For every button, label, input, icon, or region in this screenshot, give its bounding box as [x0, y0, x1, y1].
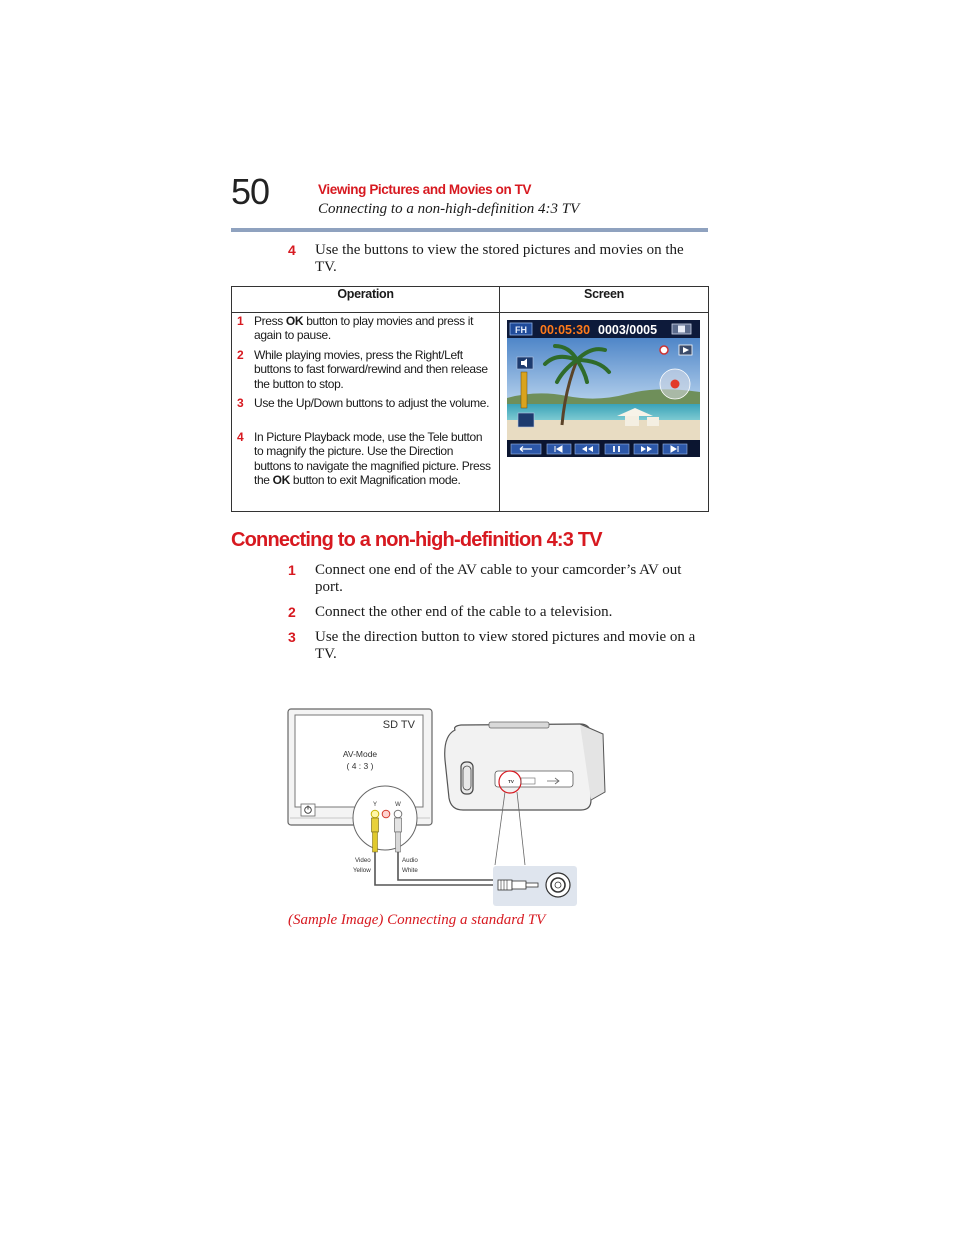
av-plug-inset [493, 866, 577, 906]
zoom-icon [518, 413, 534, 427]
white-label: White [402, 867, 418, 874]
step-text: Connect one end of the AV cable to your camcorder’s AV out port. [315, 562, 682, 595]
step-text: Use the direction button to view stored pictures and movie on a TV. [315, 629, 696, 662]
battery-level-icon [678, 326, 685, 333]
playback-time: 00:05:30 [540, 323, 591, 337]
table-divider [232, 312, 708, 313]
video-label: Video [355, 857, 371, 864]
row-text [254, 430, 492, 488]
table-row [237, 314, 495, 344]
row-text-part: Press [254, 314, 286, 328]
yellow-label: Yellow [353, 867, 371, 874]
step-number: 3 [288, 629, 296, 645]
row-number: 3 [237, 396, 244, 410]
av-input-jacks [353, 786, 417, 852]
step-text: Connect the other end of the cable to a television. [315, 604, 613, 620]
tv-port-label: TV [508, 779, 514, 784]
row-text: While playing movies, press the Right/Left buttons to fast forward/rewind and then release the button to stop. [254, 348, 488, 391]
av-mode-label: AV-Mode [342, 749, 378, 759]
list-item [288, 629, 710, 665]
table-divider [499, 287, 500, 511]
audio-label: Audio [402, 857, 418, 864]
volume-bar [521, 372, 527, 408]
ok-key-label: OK [272, 473, 290, 488]
row-text-part: In Picture Playback mode, use the Tele button to magnify the picture. Use the Direction buttons to navigate the magnified picture. Press the [254, 430, 491, 488]
camcorder-illustration [445, 722, 605, 810]
intro-step [288, 242, 710, 278]
list-item [288, 604, 710, 622]
step-number: 2 [288, 604, 296, 620]
aspect-ratio-label: ( 4 : 3 ) [346, 761, 374, 771]
figure-caption: (Sample Image) Connecting a standard TV [288, 912, 546, 928]
jack-label-w: W [395, 802, 401, 808]
column-header-operation: Operation [337, 287, 394, 301]
section-heading: Connecting to a non-high-definition 4:3 TV [231, 529, 602, 551]
row-number: 2 [237, 348, 244, 362]
playback-screen-image [507, 320, 700, 457]
header-rule [231, 228, 708, 232]
operations-table [231, 286, 709, 512]
table-row [237, 348, 495, 392]
row-text-part: button to play movies and press it again to pause. [254, 314, 474, 343]
connection-diagram [285, 700, 625, 910]
list-item [288, 562, 710, 598]
step-number: 1 [288, 562, 296, 578]
page-number: 50 [231, 171, 270, 212]
pause-icon [605, 444, 629, 454]
chapter-title: Viewing Pictures and Movies on TV [318, 182, 532, 197]
jack-label-y: Y [372, 802, 378, 808]
column-header-screen: Screen [584, 287, 624, 301]
file-counter: 0003/0005 [598, 323, 658, 337]
table-row [237, 430, 495, 504]
record-mode-icon [660, 346, 668, 354]
row-number: 1 [237, 314, 244, 328]
table-row [237, 396, 495, 426]
record-icon [671, 380, 680, 389]
row-text [254, 314, 492, 343]
row-text: Use the Up/Down buttons to adjust the volume. [254, 396, 490, 410]
step-number: 4 [288, 242, 296, 258]
ok-key-label: OK [285, 314, 304, 328]
mode-badge-label: FH [515, 325, 527, 335]
section-subtitle: Connecting to a non-high-definition 4:3 TV [318, 201, 580, 217]
row-number: 4 [237, 430, 244, 444]
tv-label: SD TV [382, 719, 415, 731]
step-text: Use the buttons to view the stored pictures and movies on the TV. [315, 242, 684, 275]
row-text-part: button to exit Magnification mode. [289, 473, 461, 488]
